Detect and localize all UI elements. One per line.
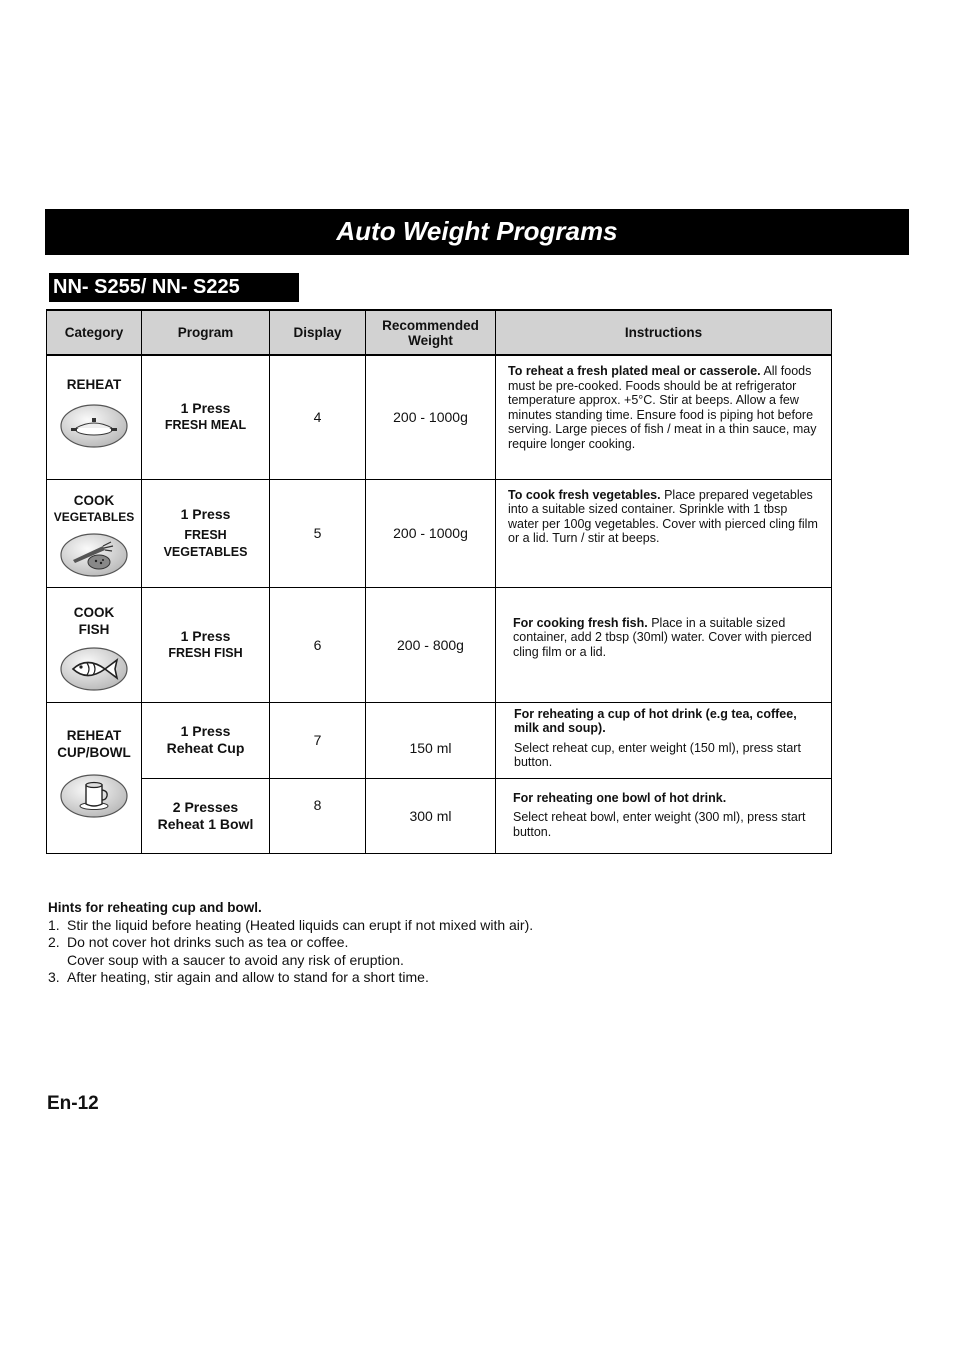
program-presses: 1 Press — [180, 627, 231, 644]
page-title: Auto Weight Programs — [45, 209, 909, 255]
instruction-text: Place in a suitable sized container, add 2 tbsp (30ml) water. Cover with pierced cling film or a lid. — [513, 615, 812, 659]
list-text: Do not cover hot drinks such as tea or coffee. — [67, 934, 349, 950]
program-name: Reheat Cup — [166, 740, 245, 756]
instruction-heading: To reheat a fresh plated meal or casserole. — [508, 364, 761, 378]
category-sublabel: FISH — [78, 621, 110, 637]
program-name: FRESH — [184, 527, 227, 542]
header-category: Category — [47, 310, 142, 355]
table-row — [47, 587, 832, 702]
program-name: FRESH MEAL — [164, 418, 247, 433]
list-text-continued: Cover soup with a saucer to avoid any risk of eruption. — [67, 951, 404, 968]
program-cell — [142, 355, 270, 479]
program-name: FRESH FISH — [168, 645, 243, 660]
instruction-cell — [496, 702, 832, 778]
auto-weight-table — [46, 309, 832, 854]
table-row — [47, 479, 832, 587]
weight-value: 200 - 1000g — [366, 479, 496, 587]
header-weight-line1: Recommended — [382, 317, 479, 333]
list-item — [48, 917, 748, 935]
instruction-text: Place prepared vegetables into a suitable sized container. Sprinkle with 1 tbsp water per 100g vegetables. Cover with pierced cling film or a lid. Turn / stir at beeps. — [508, 487, 818, 545]
casserole-dish-icon — [59, 403, 129, 449]
category-sublabel: VEGETABLES — [53, 509, 135, 524]
category-sublabel: CUP/BOWL — [57, 744, 131, 760]
program-presses: 2 Presses — [172, 798, 239, 815]
header-program: Program — [142, 310, 270, 355]
program-presses: 1 Press — [180, 505, 231, 522]
list-number: 2. — [48, 934, 60, 950]
program-presses: 1 Press — [180, 400, 231, 417]
weight-value: 150 ml — [366, 702, 496, 778]
page-number: En-12 — [47, 1093, 99, 1114]
category-label: REHEAT — [66, 727, 122, 743]
instruction-heading: To cook fresh vegetables. — [508, 487, 661, 502]
list-text: Stir the liquid before heating (Heated liquids can erupt if not mixed with air). — [67, 916, 534, 933]
model-heading: NN- S255/ NN- S225 — [49, 273, 299, 302]
fish-icon — [59, 646, 129, 692]
category-label: COOK — [73, 604, 115, 620]
display-value: 6 — [270, 587, 366, 702]
category-cell — [47, 479, 142, 587]
weight-value: 300 ml — [366, 778, 496, 853]
display-value: 5 — [270, 479, 366, 587]
program-presses: 1 Press — [180, 723, 231, 739]
program-cell — [142, 587, 270, 702]
instruction-cell — [496, 778, 832, 853]
header-display: Display — [270, 310, 366, 355]
category-cell — [47, 702, 142, 853]
list-item — [48, 934, 748, 952]
display-value: 8 — [270, 778, 366, 853]
header-weight-line2: Weight — [408, 332, 453, 348]
display-value: 4 — [270, 355, 366, 479]
weight-value: 200 - 800g — [366, 587, 496, 702]
cup-icon — [59, 773, 129, 819]
vegetables-icon — [59, 532, 129, 578]
table-row — [47, 702, 832, 778]
instruction-text: Select reheat bowl, enter weight (300 ml), press start button. — [513, 810, 806, 839]
instruction-cell — [496, 479, 832, 587]
list-text: After heating, stir again and allow to stand for a short time. — [67, 969, 429, 985]
table-row — [47, 355, 832, 479]
program-name-line2: VEGETABLES — [163, 544, 248, 559]
category-label: COOK — [73, 492, 115, 508]
hints-section — [48, 899, 748, 987]
instruction-text: Select reheat cup, enter weight (150 ml), press start button. — [514, 740, 801, 769]
table-header-row — [47, 310, 832, 355]
weight-value: 200 - 1000g — [366, 355, 496, 479]
category-cell — [47, 587, 142, 702]
program-cell — [142, 702, 270, 778]
instruction-cell — [496, 587, 832, 702]
list-number: 3. — [48, 969, 60, 985]
instruction-heading: For reheating a cup of hot drink (e.g tea, coffee, milk and soup). — [514, 706, 797, 735]
header-instructions: Instructions — [496, 310, 832, 355]
instruction-heading: For reheating one bowl of hot drink. — [513, 790, 727, 805]
list-item — [48, 969, 748, 987]
list-number: 1. — [48, 916, 60, 933]
category-label: REHEAT — [66, 377, 122, 392]
program-cell — [142, 778, 270, 853]
hints-title: Hints for reheating cup and bowl. — [48, 900, 262, 915]
header-weight — [366, 310, 496, 355]
category-cell — [47, 355, 142, 479]
instruction-text: All foods must be pre-cooked. Foods should be at refrigerator temperature approx. +5°C. Stir at beeps. Allow a few minutes standing time. Ensure food is piping hot before serving. Large pieces of fish / meat in a thin sauce, may require longer cooking. — [508, 364, 817, 451]
instruction-cell — [496, 355, 832, 479]
program-name: Reheat 1 Bowl — [157, 815, 254, 832]
table-row — [47, 778, 832, 853]
program-cell — [142, 479, 270, 587]
instruction-heading: For cooking fresh fish. — [513, 615, 648, 630]
display-value: 7 — [270, 702, 366, 778]
